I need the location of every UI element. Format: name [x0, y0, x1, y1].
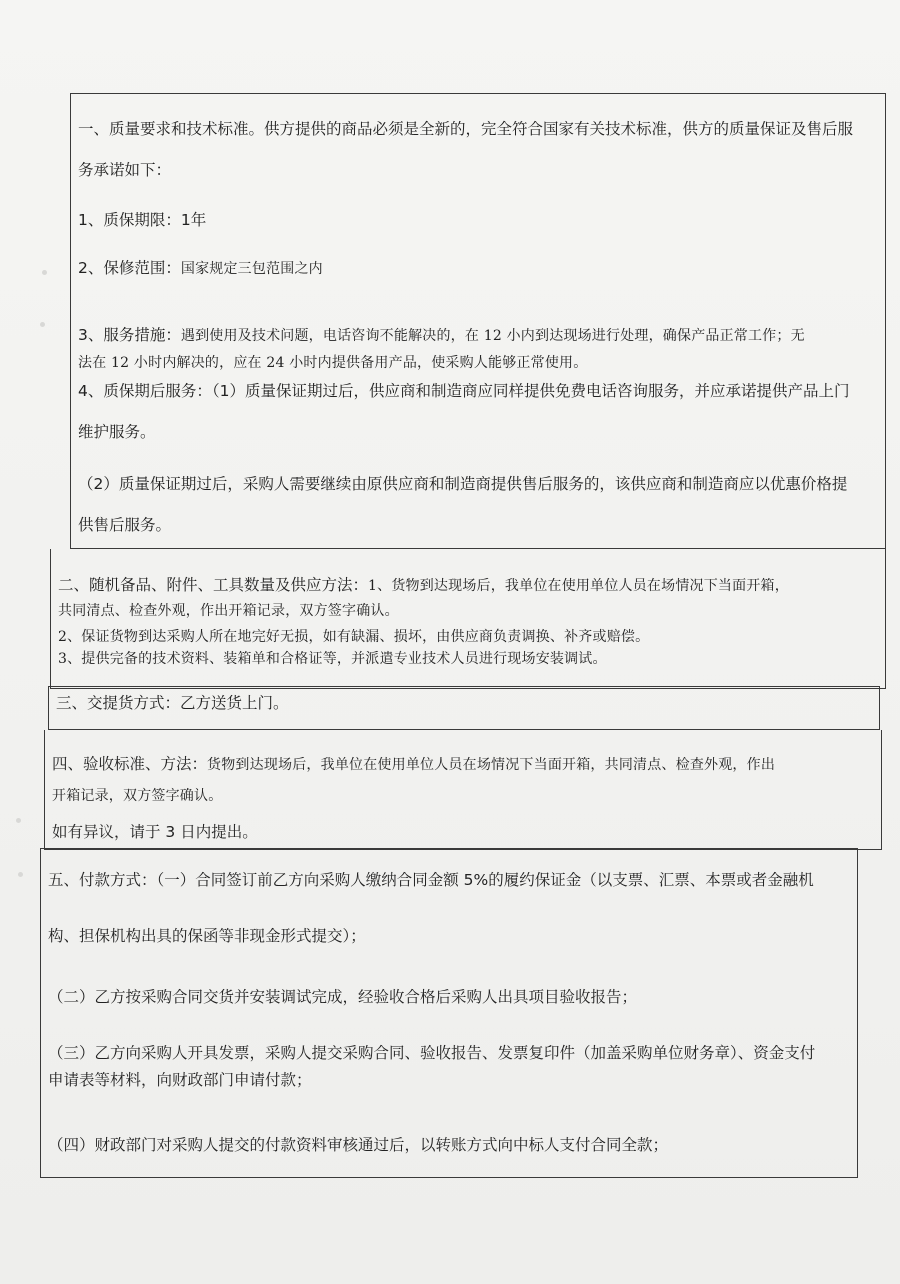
sec5-line6: （四）财政部门对采购人提交的付款资料审核通过后，以转账方式向中标人支付合同全款；: [48, 1136, 669, 1154]
sec1-item2-text: 国家规定三包范围之内: [180, 261, 323, 277]
sec2-title: 二、随机备品、附件、工具数量及供应方法：: [58, 576, 369, 594]
sec2-line2: 共同清点、检查外观，作出开箱记录，双方签字确认。: [58, 603, 399, 619]
sec4-line3: 如有异议，请于 3 日内提出。: [52, 823, 258, 841]
sec1-item3: [78, 325, 805, 346]
sec1-item3-line1: 遇到使用及技术问题，电话咨询不能解决的，在 12 小内到达现场进行处理，确保产品正常工作；无: [180, 328, 805, 344]
sec4-line1-text: 货物到达现场后，我单位在使用单位人员在场情况下当面开箱，共同清点、检查外观，作出: [207, 757, 776, 773]
sec5-line3: （二）乙方按采购合同交货并安装调试完成，经验收合格后采购人出具项目验收报告；: [48, 988, 638, 1006]
punch-hole: [40, 322, 45, 327]
sec4-line2: 开箱记录，双方签字确认。: [52, 788, 223, 804]
sec1-item4b-line2: 供售后服务。: [78, 516, 172, 534]
sec3-text: 三、交提货方式：乙方送货上门。: [56, 694, 289, 712]
sec4-title: 四、验收标准、方法：: [52, 755, 208, 773]
punch-hole: [16, 818, 21, 823]
sec4-line1: [52, 754, 775, 775]
sec2-line1-text: 1、货物到达现场后，我单位在使用单位人员在场情况下当面开箱，: [368, 578, 789, 594]
sec1-item4-line1: 4、质保期后服务：（1）质量保证期过后，供应商和制造商应同样提供免费电话咨询服务，并应承诺提供产品上门: [78, 382, 850, 400]
punch-hole: [18, 872, 23, 877]
sec1-item4-line2: 维护服务。: [78, 423, 156, 441]
sec1-item2-label: 2、保修范围：: [78, 259, 181, 277]
sec2-line4: 3、提供完备的技术资料、装箱单和合格证等，并派遣专业技术人员进行现场安装调试。: [58, 651, 607, 667]
sec5-line5: 申请表等材料，向财政部门申请付款；: [48, 1071, 312, 1089]
sec1-line1: 一、质量要求和技术标准。供方提供的商品必须是全新的，完全符合国家有关技术标准，供方的质量保证及售后服: [78, 120, 854, 138]
section-payment-box: [40, 848, 858, 1178]
sec1-item3-label: 3、服务措施：: [78, 326, 181, 344]
sec1-line2: 务承诺如下：: [78, 161, 172, 179]
sec5-line2: 构、担保机构出具的保函等非现金形式提交）；: [48, 927, 366, 945]
sec5-line4: （三）乙方向采购人开具发票，采购人提交采购合同、验收报告、发票复印件（加盖采购单位财务章）、资金支付: [48, 1044, 816, 1062]
sec5-line1: 五、付款方式：（一）合同签订前乙方向采购人缴纳合同金额 5%的履约保证金（以支票、汇票、本票或者金融机: [48, 871, 814, 889]
sec2-line1: [58, 575, 789, 596]
punch-hole: [42, 270, 47, 275]
sec2-line3: 2、保证货物到达采购人所在地完好无损，如有缺漏、损坏，由供应商负责调换、补齐或赔偿。: [58, 629, 650, 645]
sec1-item1: 1、质保期限：1年: [78, 211, 207, 229]
sec1-item2: [78, 258, 323, 279]
sec1-item3-line2: 法在 12 小时内解决的，应在 24 小时内提供备用产品，使采购人能够正常使用。: [78, 355, 588, 371]
sec1-item4b-line1: （2）质量保证期过后，采购人需要继续由原供应商和制造商提供售后服务的，该供应商和制造商应以优惠价格提: [78, 475, 848, 493]
